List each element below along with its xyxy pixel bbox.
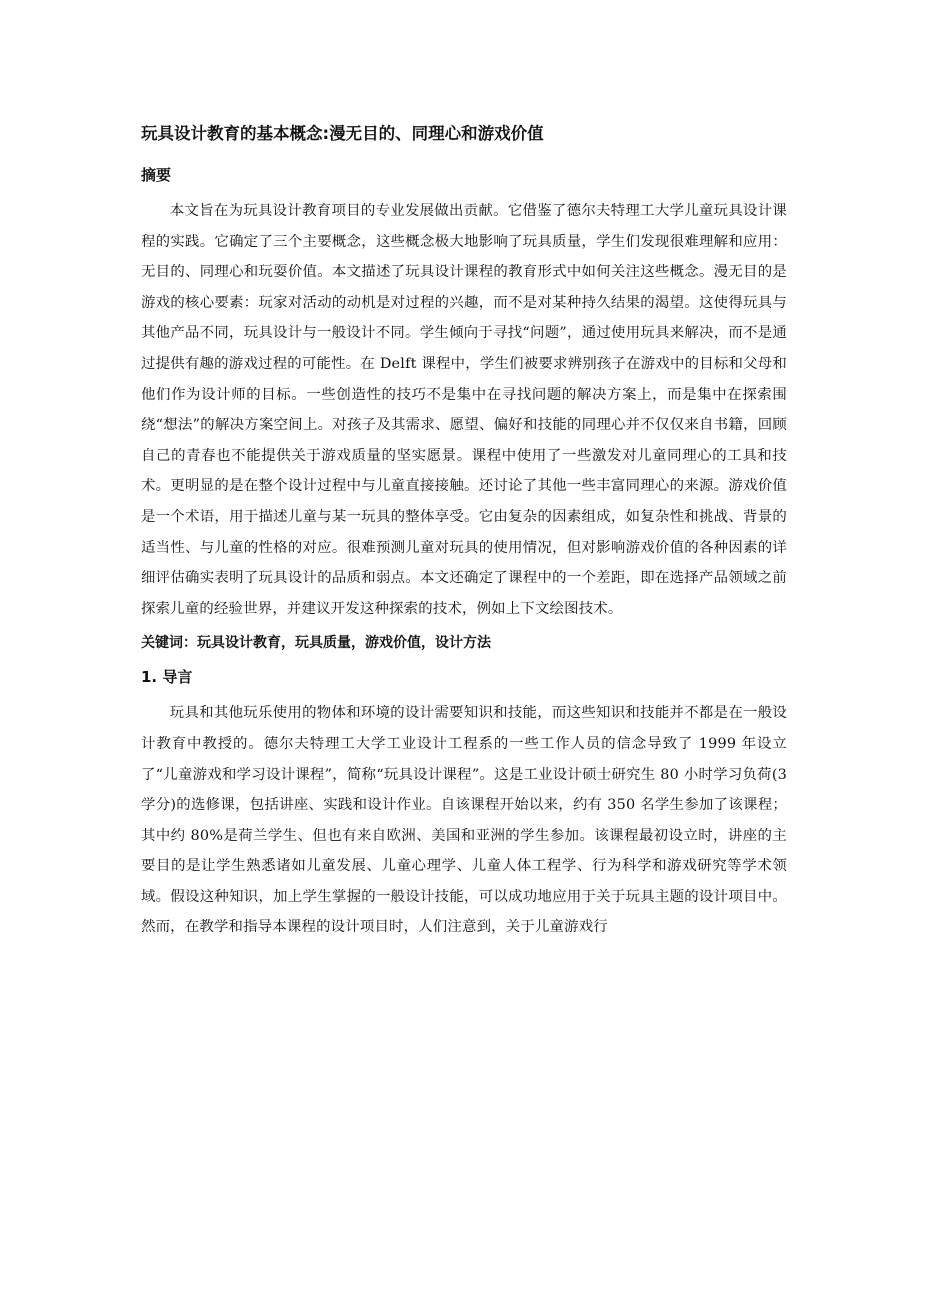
keywords-line: 关键词：玩具设计教育，玩具质量，游戏价值，设计方法 (141, 635, 491, 652)
introduction-paragraph: 玩具和其他玩乐使用的物体和环境的设计需要知识和技能，而这些知识和技能并不都是在一般设计教育中教授的。德尔夫特理工大学工业设计工程系的一些工作人员的信念导致了 1999 年设立了“儿童游戏和学习设计课程”，简称“玩具设计课程”。这是工业设计硕士研究生 80 小时学习负荷(3 学分)的选修课，包括讲座、实践和设计作业。自该课程开始以来，约有 350 名学生参加了该课程；其中约 80%是荷兰学生、但也有来自欧洲、美国和亚洲的学生参加。该课程最初设立时，讲座的主要目的是让学生熟悉诸如儿童发展、儿童心理学、儿童人体工程学、行为科学和游戏研究等学术领域。假设这种知识，加上学生掌握的一般设计技能，可以成功地应用于关于玩具主题的设计项目中。然而，在教学和指导本课程的设计项目时，人们注意到，关于儿童游戏行 (141, 705, 787, 936)
document-page (141, 122, 787, 943)
section-heading-introduction: 1. 导言 (141, 668, 193, 687)
document-title: 玩具设计教育的基本概念:漫无目的、同理心和游戏价值 (141, 124, 544, 143)
abstract-heading: 摘要 (141, 166, 172, 184)
abstract-paragraph: 本文旨在为玩具设计教育项目的专业发展做出贡献。它借鉴了德尔夫特理工大学儿童玩具设计课程的实践。它确定了三个主要概念，这些概念极大地影响了玩具质量，学生们发现很难理解和应用：无目的、同理心和玩耍价值。本文描述了玩具设计课程的教育形式中如何关注这些概念。漫无目的是游戏的核心要素：玩家对活动的动机是对过程的兴趣，而不是对某种持久结果的渴望。这使得玩具与其他产品不同，玩具设计与一般设计不同。学生倾向于寻找“问题”，通过使用玩具来解决，而不是通过提供有趣的游戏过程的可能性。在 Delft 课程中，学生们被要求辨别孩子在游戏中的目标和父母和他们作为设计师的目标。一些创造性的技巧不是集中在寻找问题的解决方案上，而是集中在探索围绕“想法”的解决方案空间上。对孩子及其需求、愿望、偏好和技能的同理心并不仅仅来自书籍，回顾自己的青春也不能提供关于游戏质量的坚实愿景。课程中使用了一些激发对儿童同理心的工具和技术。更明显的是在整个设计过程中与儿童直接接触。还讨论了其他一些丰富同理心的来源。游戏价值是一个术语，用于描述儿童与某一玩具的整体享受。它由复杂的因素组成，如复杂性和挑战、背景的适当性、与儿童的性格的对应。很难预测儿童对玩具的使用情况，但对影响游戏价值的各种因素的详细评估确实表明了玩具设计的品质和弱点。本文还确定了课程中的一个差距，即在选择产品领域之前探索儿童的经验世界，并建议开发这种探索的技术，例如上下文绘图技术。 (141, 203, 787, 617)
